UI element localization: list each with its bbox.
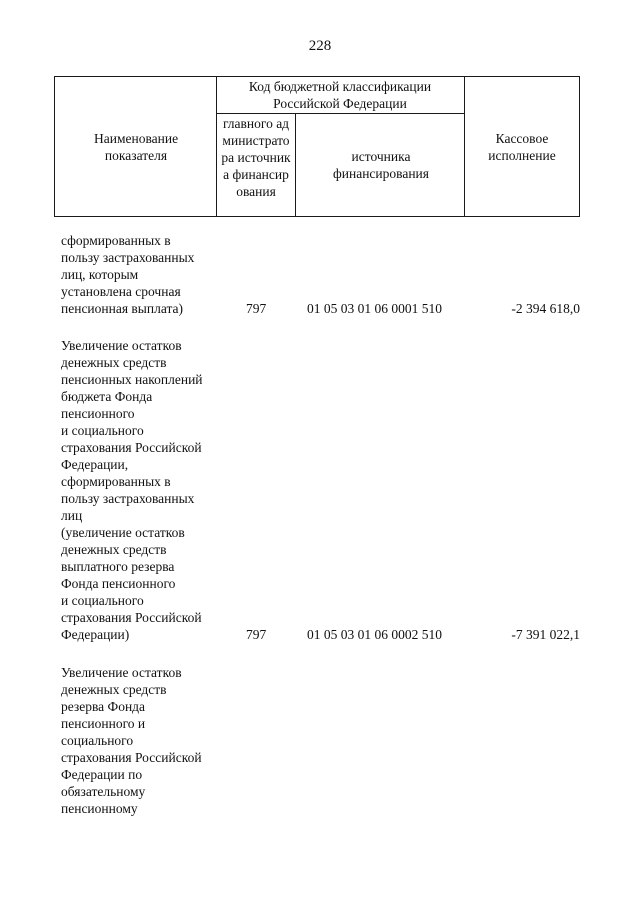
row-name-line: лиц	[61, 508, 83, 523]
source-code: 01 05 03 01 06 0001 510	[307, 301, 442, 316]
row-name-line: Федерации,	[61, 457, 129, 472]
row-name-line: пенсионного и	[61, 716, 146, 731]
page-number: 228	[308, 38, 332, 54]
row-name-line: пенсионного	[61, 406, 135, 421]
header-source: источника финансирования	[333, 149, 429, 181]
admin-code: 797	[246, 627, 267, 642]
header-name: Наименование показателя	[94, 131, 179, 163]
row-name-line: установлена срочная	[61, 284, 181, 299]
row-name-line: страхования Российской	[61, 440, 202, 455]
row-name-line: Федерации)	[61, 627, 130, 642]
row-name-line: Увеличение остатков	[61, 665, 182, 680]
row-name-line: резерва Фонда	[61, 699, 146, 714]
row-name-line: пользу застрахованных	[61, 250, 195, 265]
row-name-line: пенсионных накоплений	[61, 372, 203, 387]
row-name-line: и социального	[61, 593, 144, 608]
header-divider-exec	[464, 76, 465, 217]
row-name-line: сформированных в	[61, 474, 171, 489]
header-exec: Кассовое исполнение	[488, 131, 556, 163]
execution-amount: -2 394 618,0	[511, 301, 580, 316]
header-code-group: Код бюджетной классификации Российской Федерации	[248, 79, 432, 111]
source-code: 01 05 03 01 06 0002 510	[307, 627, 442, 642]
row-name-line: денежных средств	[61, 542, 167, 557]
header-bottom-border	[54, 216, 579, 217]
row-name-line: Федерации по	[61, 767, 143, 782]
header-group-divider	[216, 113, 464, 114]
row-name-line: и социального	[61, 423, 144, 438]
row-name-line: сформированных в	[61, 233, 171, 248]
header-left-border	[54, 76, 55, 217]
row-name-line: пенсионная выплата)	[61, 301, 184, 316]
row-name-line: лиц, которым	[61, 267, 139, 282]
row-name-line: бюджета Фонда	[61, 389, 153, 404]
header-admin: главного администратора источника финансирования	[221, 116, 291, 199]
execution-amount: -7 391 022,1	[511, 627, 580, 642]
header-top-border	[54, 76, 579, 77]
row-name-line: выплатного резерва	[61, 559, 175, 574]
row-name-line: пенсионному	[61, 801, 138, 816]
row-name-line: обязательному	[61, 784, 146, 799]
row-name-line: денежных средств	[61, 355, 167, 370]
row-name-line: (увеличение остатков	[61, 525, 185, 540]
row-name-line: страхования Российской	[61, 750, 202, 765]
row-name-line: пользу застрахованных	[61, 491, 195, 506]
admin-code: 797	[246, 301, 267, 316]
row-name-line: социального	[61, 733, 134, 748]
row-name-line: страхования Российской	[61, 610, 202, 625]
row-name-line: денежных средств	[61, 682, 167, 697]
header-right-border	[579, 76, 580, 217]
row-name-line: Увеличение остатков	[61, 338, 182, 353]
row-name-line: Фонда пенсионного	[61, 576, 176, 591]
